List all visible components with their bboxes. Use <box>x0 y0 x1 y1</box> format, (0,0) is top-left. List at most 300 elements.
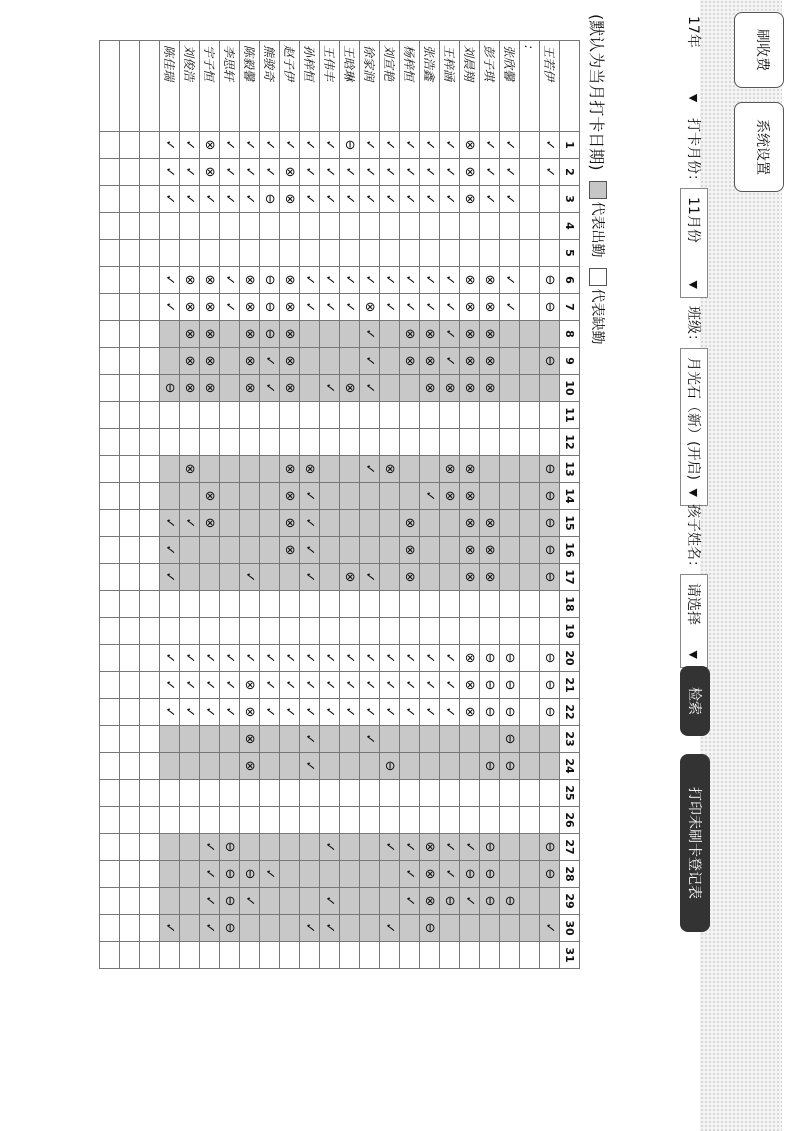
attendance-cell[interactable] <box>100 726 120 753</box>
attendance-cell[interactable] <box>440 645 460 672</box>
attendance-cell[interactable] <box>280 753 300 780</box>
attendance-cell[interactable] <box>340 213 360 240</box>
attendance-cell[interactable] <box>380 834 400 861</box>
attendance-cell[interactable] <box>480 294 500 321</box>
attendance-cell[interactable] <box>520 267 540 294</box>
attendance-cell[interactable] <box>260 807 280 834</box>
attendance-cell[interactable] <box>380 807 400 834</box>
attendance-cell[interactable] <box>180 213 200 240</box>
attendance-cell[interactable] <box>180 402 200 429</box>
attendance-cell[interactable] <box>460 834 480 861</box>
attendance-cell[interactable] <box>480 645 500 672</box>
attendance-cell[interactable] <box>380 132 400 159</box>
attendance-cell[interactable] <box>200 240 220 267</box>
attendance-cell[interactable] <box>200 672 220 699</box>
attendance-cell[interactable] <box>300 321 320 348</box>
attendance-cell[interactable] <box>460 429 480 456</box>
attendance-cell[interactable] <box>100 537 120 564</box>
tab-settings[interactable]: 系统设置 <box>734 102 784 192</box>
attendance-cell[interactable] <box>240 294 260 321</box>
attendance-cell[interactable] <box>220 645 240 672</box>
attendance-cell[interactable] <box>280 132 300 159</box>
attendance-cell[interactable] <box>540 240 560 267</box>
attendance-cell[interactable] <box>380 294 400 321</box>
attendance-cell[interactable] <box>160 321 180 348</box>
attendance-cell[interactable] <box>140 321 160 348</box>
attendance-cell[interactable] <box>320 186 340 213</box>
attendance-cell[interactable] <box>240 402 260 429</box>
attendance-cell[interactable] <box>100 618 120 645</box>
attendance-cell[interactable] <box>480 375 500 402</box>
attendance-cell[interactable] <box>360 483 380 510</box>
attendance-cell[interactable] <box>240 834 260 861</box>
attendance-cell[interactable] <box>400 159 420 186</box>
attendance-cell[interactable] <box>380 591 400 618</box>
attendance-cell[interactable] <box>360 807 380 834</box>
attendance-cell[interactable] <box>400 321 420 348</box>
attendance-cell[interactable] <box>320 240 340 267</box>
attendance-cell[interactable] <box>360 267 380 294</box>
attendance-cell[interactable] <box>460 348 480 375</box>
attendance-cell[interactable] <box>380 483 400 510</box>
attendance-cell[interactable] <box>260 267 280 294</box>
attendance-cell[interactable] <box>180 618 200 645</box>
attendance-cell[interactable] <box>340 456 360 483</box>
attendance-cell[interactable] <box>440 321 460 348</box>
attendance-cell[interactable] <box>340 807 360 834</box>
attendance-cell[interactable] <box>320 753 340 780</box>
attendance-cell[interactable] <box>240 510 260 537</box>
attendance-cell[interactable] <box>480 510 500 537</box>
attendance-cell[interactable] <box>380 780 400 807</box>
attendance-cell[interactable] <box>480 240 500 267</box>
attendance-cell[interactable] <box>440 753 460 780</box>
attendance-cell[interactable] <box>520 132 540 159</box>
attendance-cell[interactable] <box>300 402 320 429</box>
attendance-cell[interactable] <box>100 591 120 618</box>
attendance-cell[interactable] <box>380 375 400 402</box>
attendance-cell[interactable] <box>420 699 440 726</box>
attendance-cell[interactable] <box>280 780 300 807</box>
attendance-cell[interactable] <box>280 537 300 564</box>
attendance-cell[interactable] <box>500 537 520 564</box>
attendance-cell[interactable] <box>280 726 300 753</box>
attendance-cell[interactable] <box>320 267 340 294</box>
attendance-cell[interactable] <box>440 807 460 834</box>
attendance-cell[interactable] <box>500 861 520 888</box>
attendance-cell[interactable] <box>540 402 560 429</box>
attendance-cell[interactable] <box>320 483 340 510</box>
attendance-cell[interactable] <box>180 159 200 186</box>
attendance-cell[interactable] <box>440 861 460 888</box>
attendance-cell[interactable] <box>120 402 140 429</box>
attendance-cell[interactable] <box>100 645 120 672</box>
attendance-cell[interactable] <box>240 483 260 510</box>
attendance-cell[interactable] <box>220 240 240 267</box>
attendance-cell[interactable] <box>520 618 540 645</box>
attendance-cell[interactable] <box>520 807 540 834</box>
attendance-cell[interactable] <box>180 726 200 753</box>
attendance-cell[interactable] <box>440 240 460 267</box>
attendance-cell[interactable] <box>220 267 240 294</box>
attendance-cell[interactable] <box>100 186 120 213</box>
attendance-cell[interactable] <box>140 699 160 726</box>
attendance-cell[interactable] <box>540 564 560 591</box>
attendance-cell[interactable] <box>200 483 220 510</box>
attendance-cell[interactable] <box>380 159 400 186</box>
attendance-cell[interactable] <box>520 240 540 267</box>
attendance-cell[interactable] <box>220 861 240 888</box>
attendance-cell[interactable] <box>380 618 400 645</box>
attendance-cell[interactable] <box>360 699 380 726</box>
attendance-cell[interactable] <box>400 375 420 402</box>
attendance-cell[interactable] <box>400 213 420 240</box>
attendance-cell[interactable] <box>400 645 420 672</box>
attendance-cell[interactable] <box>120 132 140 159</box>
attendance-cell[interactable] <box>120 807 140 834</box>
attendance-cell[interactable] <box>200 807 220 834</box>
attendance-cell[interactable] <box>460 564 480 591</box>
attendance-cell[interactable] <box>140 132 160 159</box>
attendance-cell[interactable] <box>200 564 220 591</box>
attendance-cell[interactable] <box>400 753 420 780</box>
attendance-cell[interactable] <box>320 456 340 483</box>
attendance-cell[interactable] <box>480 537 500 564</box>
attendance-cell[interactable] <box>340 294 360 321</box>
attendance-cell[interactable] <box>200 537 220 564</box>
attendance-cell[interactable] <box>200 645 220 672</box>
attendance-cell[interactable] <box>160 645 180 672</box>
attendance-cell[interactable] <box>120 780 140 807</box>
attendance-cell[interactable] <box>260 483 280 510</box>
attendance-cell[interactable] <box>140 780 160 807</box>
attendance-cell[interactable] <box>540 132 560 159</box>
attendance-cell[interactable] <box>260 780 280 807</box>
attendance-cell[interactable] <box>380 402 400 429</box>
attendance-cell[interactable] <box>520 402 540 429</box>
attendance-cell[interactable] <box>200 294 220 321</box>
attendance-cell[interactable] <box>120 159 140 186</box>
attendance-cell[interactable] <box>140 591 160 618</box>
attendance-cell[interactable] <box>160 213 180 240</box>
attendance-cell[interactable] <box>480 132 500 159</box>
attendance-cell[interactable] <box>400 267 420 294</box>
attendance-cell[interactable] <box>240 321 260 348</box>
attendance-cell[interactable] <box>120 456 140 483</box>
attendance-cell[interactable] <box>100 456 120 483</box>
attendance-cell[interactable] <box>400 726 420 753</box>
attendance-cell[interactable] <box>200 591 220 618</box>
attendance-cell[interactable] <box>140 267 160 294</box>
attendance-cell[interactable] <box>160 348 180 375</box>
attendance-cell[interactable] <box>300 753 320 780</box>
attendance-cell[interactable] <box>540 942 560 969</box>
attendance-cell[interactable] <box>340 429 360 456</box>
attendance-cell[interactable] <box>200 618 220 645</box>
attendance-cell[interactable] <box>280 186 300 213</box>
attendance-cell[interactable] <box>460 915 480 942</box>
attendance-cell[interactable] <box>520 591 540 618</box>
attendance-cell[interactable] <box>500 780 520 807</box>
attendance-cell[interactable] <box>340 915 360 942</box>
attendance-cell[interactable] <box>420 915 440 942</box>
attendance-cell[interactable] <box>400 807 420 834</box>
attendance-cell[interactable] <box>460 699 480 726</box>
tab-fees[interactable]: 刷收费 <box>734 12 784 88</box>
attendance-cell[interactable] <box>140 510 160 537</box>
attendance-cell[interactable] <box>120 861 140 888</box>
attendance-cell[interactable] <box>280 699 300 726</box>
attendance-cell[interactable] <box>220 753 240 780</box>
attendance-cell[interactable] <box>440 726 460 753</box>
attendance-cell[interactable] <box>380 888 400 915</box>
attendance-cell[interactable] <box>160 861 180 888</box>
attendance-cell[interactable] <box>520 564 540 591</box>
attendance-cell[interactable] <box>260 834 280 861</box>
attendance-cell[interactable] <box>460 186 480 213</box>
attendance-cell[interactable] <box>500 402 520 429</box>
attendance-cell[interactable] <box>380 699 400 726</box>
attendance-cell[interactable] <box>320 915 340 942</box>
attendance-cell[interactable] <box>280 159 300 186</box>
attendance-cell[interactable] <box>160 726 180 753</box>
attendance-cell[interactable] <box>400 294 420 321</box>
attendance-cell[interactable] <box>280 645 300 672</box>
attendance-cell[interactable] <box>200 375 220 402</box>
attendance-cell[interactable] <box>140 672 160 699</box>
attendance-cell[interactable] <box>420 780 440 807</box>
attendance-cell[interactable] <box>420 321 440 348</box>
attendance-cell[interactable] <box>320 402 340 429</box>
attendance-cell[interactable] <box>480 159 500 186</box>
attendance-cell[interactable] <box>380 726 400 753</box>
attendance-cell[interactable] <box>520 780 540 807</box>
attendance-cell[interactable] <box>240 564 260 591</box>
attendance-cell[interactable] <box>540 834 560 861</box>
attendance-cell[interactable] <box>160 888 180 915</box>
attendance-cell[interactable] <box>280 834 300 861</box>
attendance-cell[interactable] <box>120 510 140 537</box>
attendance-cell[interactable] <box>300 375 320 402</box>
attendance-cell[interactable] <box>520 699 540 726</box>
attendance-cell[interactable] <box>380 942 400 969</box>
attendance-cell[interactable] <box>460 888 480 915</box>
attendance-cell[interactable] <box>500 456 520 483</box>
attendance-cell[interactable] <box>120 834 140 861</box>
attendance-cell[interactable] <box>460 456 480 483</box>
attendance-cell[interactable] <box>380 348 400 375</box>
attendance-cell[interactable] <box>380 240 400 267</box>
attendance-cell[interactable] <box>280 888 300 915</box>
attendance-cell[interactable] <box>460 267 480 294</box>
attendance-cell[interactable] <box>420 267 440 294</box>
attendance-cell[interactable] <box>540 510 560 537</box>
attendance-cell[interactable] <box>220 294 240 321</box>
attendance-cell[interactable] <box>500 186 520 213</box>
attendance-cell[interactable] <box>360 834 380 861</box>
attendance-cell[interactable] <box>100 375 120 402</box>
attendance-cell[interactable] <box>300 267 320 294</box>
attendance-cell[interactable] <box>180 672 200 699</box>
attendance-cell[interactable] <box>200 213 220 240</box>
attendance-cell[interactable] <box>380 510 400 537</box>
attendance-cell[interactable] <box>320 375 340 402</box>
attendance-cell[interactable] <box>500 726 520 753</box>
attendance-cell[interactable] <box>460 753 480 780</box>
attendance-cell[interactable] <box>100 294 120 321</box>
attendance-cell[interactable] <box>360 213 380 240</box>
attendance-cell[interactable] <box>360 645 380 672</box>
attendance-cell[interactable] <box>440 564 460 591</box>
attendance-cell[interactable] <box>300 456 320 483</box>
attendance-cell[interactable] <box>540 591 560 618</box>
attendance-cell[interactable] <box>480 672 500 699</box>
attendance-cell[interactable] <box>500 267 520 294</box>
month-select[interactable] <box>680 188 708 298</box>
attendance-cell[interactable] <box>520 942 540 969</box>
attendance-cell[interactable] <box>140 564 160 591</box>
attendance-cell[interactable] <box>160 375 180 402</box>
attendance-cell[interactable] <box>340 186 360 213</box>
attendance-cell[interactable] <box>160 915 180 942</box>
attendance-cell[interactable] <box>280 348 300 375</box>
attendance-cell[interactable] <box>120 645 140 672</box>
attendance-cell[interactable] <box>320 861 340 888</box>
attendance-cell[interactable] <box>540 915 560 942</box>
attendance-cell[interactable] <box>160 483 180 510</box>
attendance-cell[interactable] <box>220 159 240 186</box>
attendance-cell[interactable] <box>320 699 340 726</box>
attendance-cell[interactable] <box>260 456 280 483</box>
attendance-cell[interactable] <box>340 834 360 861</box>
attendance-cell[interactable] <box>540 483 560 510</box>
attendance-cell[interactable] <box>440 618 460 645</box>
attendance-cell[interactable] <box>380 753 400 780</box>
attendance-cell[interactable] <box>440 294 460 321</box>
attendance-cell[interactable] <box>140 213 160 240</box>
attendance-cell[interactable] <box>540 375 560 402</box>
attendance-cell[interactable] <box>480 861 500 888</box>
attendance-cell[interactable] <box>100 429 120 456</box>
attendance-cell[interactable] <box>480 483 500 510</box>
attendance-cell[interactable] <box>420 591 440 618</box>
attendance-cell[interactable] <box>400 942 420 969</box>
attendance-cell[interactable] <box>360 861 380 888</box>
attendance-cell[interactable] <box>360 726 380 753</box>
attendance-cell[interactable] <box>340 672 360 699</box>
attendance-cell[interactable] <box>140 537 160 564</box>
attendance-cell[interactable] <box>320 510 340 537</box>
attendance-cell[interactable] <box>180 645 200 672</box>
attendance-cell[interactable] <box>160 267 180 294</box>
attendance-cell[interactable] <box>300 591 320 618</box>
attendance-cell[interactable] <box>500 888 520 915</box>
year-select[interactable] <box>680 16 708 102</box>
attendance-cell[interactable] <box>320 645 340 672</box>
attendance-cell[interactable] <box>180 321 200 348</box>
attendance-cell[interactable] <box>120 726 140 753</box>
attendance-cell[interactable] <box>120 186 140 213</box>
attendance-cell[interactable] <box>420 456 440 483</box>
attendance-cell[interactable] <box>520 159 540 186</box>
attendance-cell[interactable] <box>180 267 200 294</box>
attendance-cell[interactable] <box>300 672 320 699</box>
attendance-cell[interactable] <box>280 807 300 834</box>
attendance-cell[interactable] <box>480 564 500 591</box>
attendance-cell[interactable] <box>520 726 540 753</box>
attendance-cell[interactable] <box>400 240 420 267</box>
attendance-cell[interactable] <box>420 807 440 834</box>
attendance-cell[interactable] <box>340 564 360 591</box>
attendance-cell[interactable] <box>340 699 360 726</box>
attendance-cell[interactable] <box>440 537 460 564</box>
attendance-cell[interactable] <box>480 402 500 429</box>
attendance-cell[interactable] <box>460 321 480 348</box>
attendance-cell[interactable] <box>300 132 320 159</box>
attendance-cell[interactable] <box>340 942 360 969</box>
attendance-cell[interactable] <box>120 213 140 240</box>
attendance-cell[interactable] <box>520 915 540 942</box>
attendance-cell[interactable] <box>140 429 160 456</box>
attendance-cell[interactable] <box>100 240 120 267</box>
attendance-cell[interactable] <box>360 780 380 807</box>
attendance-cell[interactable] <box>140 861 160 888</box>
attendance-cell[interactable] <box>200 753 220 780</box>
attendance-cell[interactable] <box>220 888 240 915</box>
attendance-cell[interactable] <box>240 618 260 645</box>
attendance-cell[interactable] <box>160 132 180 159</box>
attendance-cell[interactable] <box>200 510 220 537</box>
attendance-cell[interactable] <box>140 888 160 915</box>
attendance-cell[interactable] <box>320 213 340 240</box>
attendance-cell[interactable] <box>200 780 220 807</box>
attendance-cell[interactable] <box>160 591 180 618</box>
attendance-cell[interactable] <box>300 780 320 807</box>
attendance-cell[interactable] <box>540 429 560 456</box>
attendance-cell[interactable] <box>280 375 300 402</box>
attendance-cell[interactable] <box>140 456 160 483</box>
attendance-cell[interactable] <box>160 537 180 564</box>
attendance-cell[interactable] <box>540 726 560 753</box>
attendance-cell[interactable] <box>460 942 480 969</box>
attendance-cell[interactable] <box>360 456 380 483</box>
attendance-cell[interactable] <box>520 321 540 348</box>
attendance-cell[interactable] <box>380 321 400 348</box>
attendance-cell[interactable] <box>200 942 220 969</box>
attendance-cell[interactable] <box>280 618 300 645</box>
attendance-cell[interactable] <box>360 888 380 915</box>
attendance-cell[interactable] <box>140 753 160 780</box>
attendance-cell[interactable] <box>300 861 320 888</box>
attendance-cell[interactable] <box>100 672 120 699</box>
attendance-cell[interactable] <box>100 834 120 861</box>
attendance-cell[interactable] <box>240 537 260 564</box>
attendance-cell[interactable] <box>440 483 460 510</box>
attendance-cell[interactable] <box>440 834 460 861</box>
attendance-cell[interactable] <box>420 375 440 402</box>
attendance-cell[interactable] <box>500 213 520 240</box>
attendance-cell[interactable] <box>420 564 440 591</box>
attendance-cell[interactable] <box>460 375 480 402</box>
attendance-cell[interactable] <box>300 915 320 942</box>
attendance-cell[interactable] <box>240 753 260 780</box>
attendance-cell[interactable] <box>520 834 540 861</box>
attendance-cell[interactable] <box>380 645 400 672</box>
attendance-cell[interactable] <box>460 672 480 699</box>
attendance-cell[interactable] <box>200 429 220 456</box>
attendance-cell[interactable] <box>500 942 520 969</box>
attendance-cell[interactable] <box>260 942 280 969</box>
